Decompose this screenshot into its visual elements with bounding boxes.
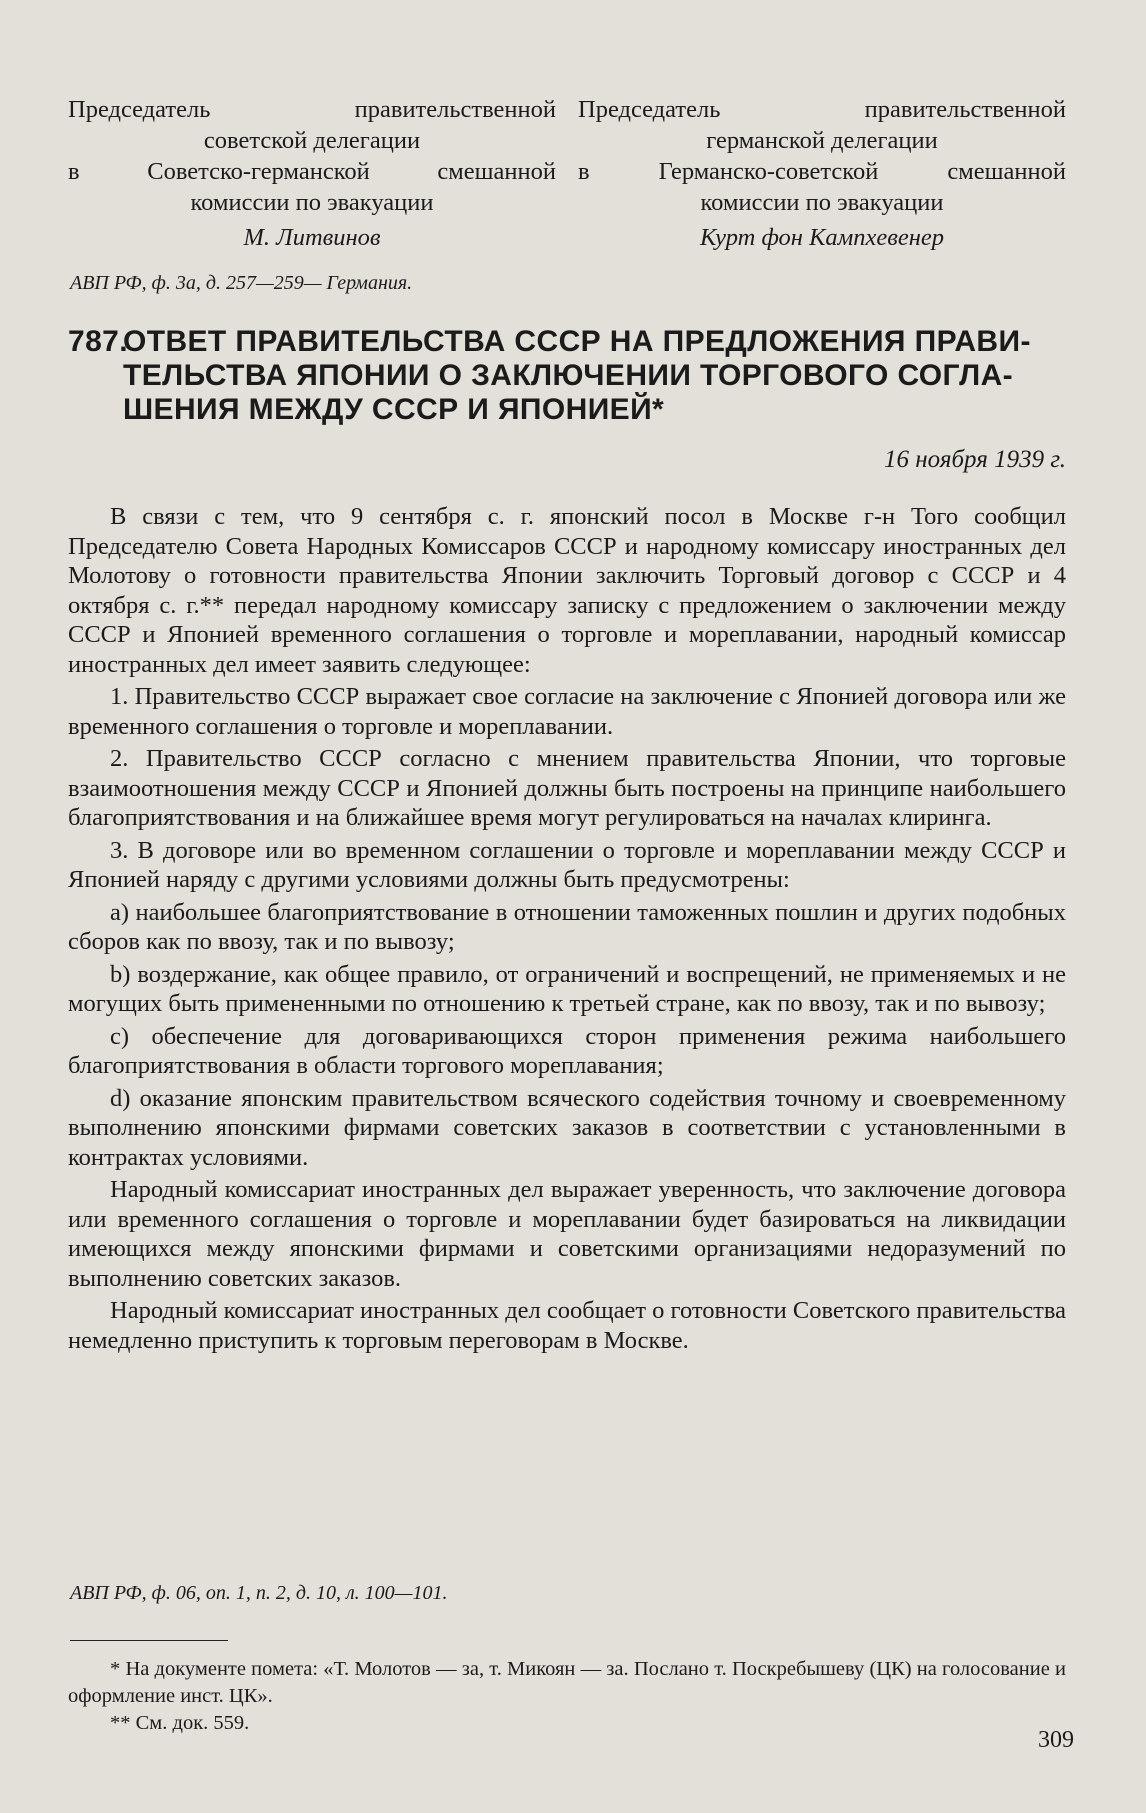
page-number: 309 (1038, 1727, 1074, 1753)
paragraph-point-3d: d) оказание японским правительством всяческого содействия точному и своевременному выполнению японскими фирмами советских заказов в соответствии с установленными в контрактах условиями. (68, 1084, 1066, 1171)
paragraph-point-2: 2. Правительство СССР согласно с мнением правительства Японии, что торговые взаимоотношения между СССР и Японией должны быть построены на принципе наибольшего благоприятствования и на ближайшее время могут регулироваться на началах клиринга. (68, 745, 1066, 831)
signature-role-line: в Советско-германской смешанной (68, 158, 556, 185)
footnote-1: * На документе помета: «Т. Молотов — за, т. Микоян — за. Послано т. Поскребышеву (ЦК) на голосование и оформление инст. ЦК». (68, 1658, 1066, 1707)
document-title-line: ШЕНИЯ МЕЖДУ СССР И ЯПОНИЕЙ* (123, 393, 665, 426)
paragraph-point-3b: b) воздержание, как общее правило, от ограничений и воспрещений, не применяемых и не могущих быть примененными по отношению к третьей стране, как по ввозу, так и по вывозу; (68, 960, 1066, 1017)
signature-role-line: комиссии по эвакуации (700, 189, 944, 216)
signature-role-line: советской делегации (203, 127, 421, 154)
signature-left-role (68, 94, 556, 218)
signature-right-role (578, 94, 1066, 218)
document-title-line: ТЕЛЬСТВА ЯПОНИИ О ЗАКЛЮЧЕНИИ ТОРГОВОГО СОГЛА- (123, 359, 1014, 392)
footnotes (68, 1656, 1066, 1737)
paragraph-point-3a: a) наибольшее благоприятствование в отношении таможенных пошлин и других подобных сборов как по ввозу, так и по вывозу; (68, 898, 1066, 955)
signature-role-line: германской делегации (706, 127, 938, 154)
signature-role-line: в Германско-советской смешанной (578, 158, 1066, 185)
document-body (68, 502, 1066, 1358)
signature-left-name: М. Литвинов (243, 224, 381, 251)
signature-role-line: Председатель правительственной (68, 96, 556, 123)
footnote-divider (70, 1640, 228, 1641)
paragraph-confidence: Народный комиссариат иностранных дел выражает уверенность, что заключение договора или временного соглашения о торговле и мореплавании будет базироваться на ликвидации имеющихся между японскими фирмами и советскими организациями недоразумений по выполнению советских заказов. (68, 1176, 1066, 1292)
document-title (68, 325, 1068, 427)
paragraph-point-1: 1. Правительство СССР выражает свое согласие на заключение с Японией договора или же временного соглашения о торговле и мореплавании. (68, 683, 1066, 740)
paragraph-readiness: Народный комиссариат иностранных дел сообщает о готовности Советского правительства немедленно приступить к торговым переговорам в Москве. (68, 1297, 1066, 1354)
signature-role-line: комиссии по эвакуации (190, 189, 434, 216)
paragraph-point-3: 3. В договоре или во временном соглашении о торговле и мореплавании между СССР и Японией наряду с другими условиями должны быть предусмотрены: (68, 836, 1066, 893)
signature-right (578, 94, 1066, 253)
paragraph-point-3c: c) обеспечение для договаривающихся сторон применения режима наибольшего благоприятствования в области торгового мореплавания; (68, 1022, 1066, 1079)
archive-reference: АВП РФ, ф. 06, оп. 1, п. 2, д. 10, л. 100—101. (70, 1582, 448, 1604)
document-date: 16 ноября 1939 г. (884, 446, 1066, 473)
signature-role-line: Председатель правительственной (578, 96, 1066, 123)
signature-left (68, 94, 556, 253)
archive-reference: АВП РФ, ф. 3а, д. 257—259— Германия. (70, 272, 413, 294)
footnote-2: ** См. док. 559. (110, 1712, 250, 1734)
document-number: 787. (68, 325, 128, 358)
paragraph-intro: В связи с тем, что 9 сентября с. г. японский посол в Москве г-н Того сообщил Председателю Совета Народных Комиссаров СССР и народному комиссару иностранных дел Молотову о готовности правительства Японии заключить Торговый договор с СССР и 4 октября с. г.** передал народному комиссару записку с предложением о заключении между СССР и Японией временного соглашения о торговле и мореплавании, народный комиссар иностранных дел имеет заявить следующее: (68, 503, 1066, 678)
document-title-line: ОТВЕТ ПРАВИТЕЛЬСТВА СССР НА ПРЕДЛОЖЕНИЯ ПРАВИ- (123, 325, 1031, 358)
signature-block (68, 94, 1066, 253)
signature-right-name: Курт фон Кампхевенер (699, 224, 945, 251)
